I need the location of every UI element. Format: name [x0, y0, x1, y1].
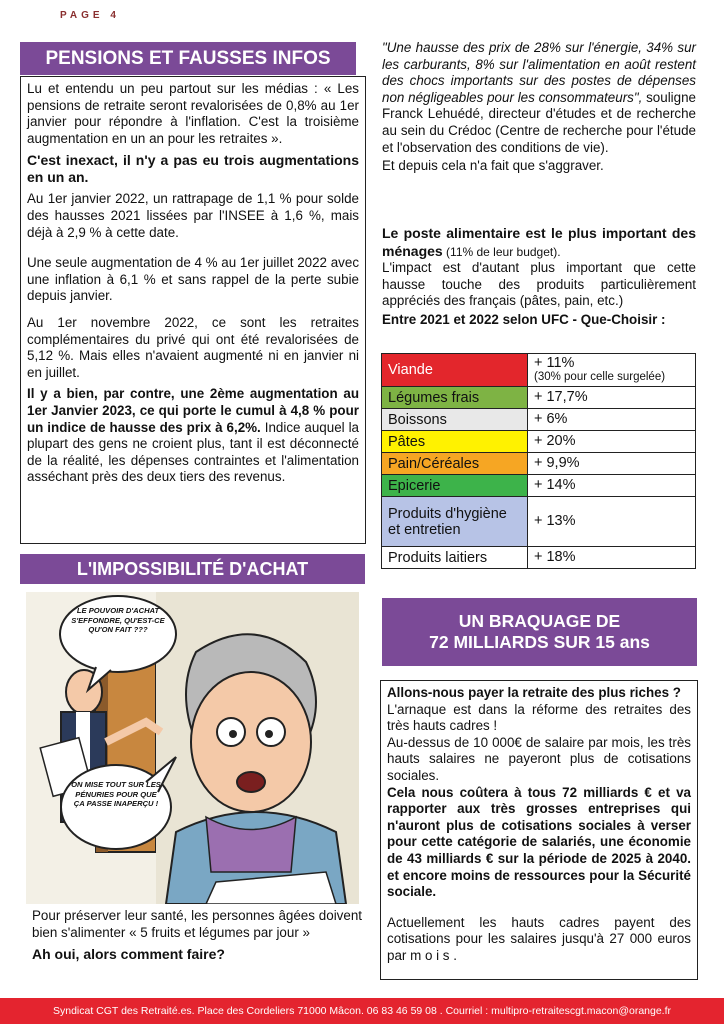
price-increase: [528, 409, 696, 431]
alimentaire-heading: Le poste alimentaire est le plus important des ménages: [382, 225, 696, 259]
pensions-banner: [20, 42, 356, 75]
price-increase: [528, 475, 696, 497]
achat-banner: [20, 554, 365, 584]
price-increase: [528, 387, 696, 409]
alimentaire-source: Entre 2021 et 2022 selon UFC - Que-Choisir :: [382, 311, 666, 327]
speech-bubble-reply: ON MISE TOUT SUR LES PÉNURIES POUR QUE ÇA PASSE INAPERÇU !: [71, 780, 161, 808]
price-row: [382, 475, 696, 497]
price-category: Epicerie: [382, 475, 528, 497]
achat-caption: [32, 908, 362, 968]
pensions-p6-rest: Indice auquel la plupart des gens ne croient plus, tant il est déconnecté de la réalité, les dépenses contraintes et l'alimentation asséchant près des deux tiers des revenus.: [27, 419, 359, 485]
price-row: [382, 453, 696, 475]
price-increase: [528, 497, 696, 547]
braquage-p1: L'arnaque est dans la réforme des retraites des très hauts cadres !: [387, 701, 691, 734]
price-increase-value: + 13%: [534, 513, 576, 529]
braquage-p2: Au-dessus de 10 000€ de salaire par mois, les très hauts salaires ne payeront plus de cotisations sociales.: [387, 734, 691, 783]
pensions-p5: Au 1er novembre 2022, ce sont les retraites complémentaires du privé qui ont été revalorisées de 5,12 %. Mais elles n'avaient augmenté ni en janvier ni en juillet.: [27, 314, 359, 380]
cartoon-drawing: [26, 592, 359, 904]
speech-bubble-minister: LE POUVOIR D'ACHAT S'EFFONDRE, QU'EST-CE QU'ON FAIT ???: [71, 606, 165, 634]
quote-rest: souligne Franck Lehuédé, directeur d'études et de recherche au sein du Crédoc (Centre de recherche pour l'étude et l'observation des conditions de vie).: [382, 89, 696, 155]
braquage-p3: Cela nous coûtera à tous 72 milliards € et va rapporter aux très grosses entreprises qui n'auront plus de cotisations sociales à verser pour cette catégorie de salariés, une économie de 43 milliards € sur la période de 2025 à 2040. et encore moins de ressources pour la Sécurité sociale.: [387, 784, 691, 900]
price-increase-value: + 6%: [534, 411, 568, 427]
pensions-p2: C'est inexact, il n'y a pas eu trois augmentations en un an.: [27, 152, 359, 186]
alimentaire-heading-line: [382, 225, 696, 260]
pensions-title: PENSIONS ET FAUSSES INFOS: [45, 48, 331, 69]
braquage-p4: Actuellement les hauts cadres payent des cotisations pour les salaires jusqu'à 27 000 euros par m o i s .: [387, 914, 691, 963]
price-increase: [528, 354, 696, 387]
footer-contact: Syndicat CGT des Retraité.es. Place des Cordeliers 71000 Mâcon. 06 83 46 59 08 . Courriel : multipro-retraitescgt.macon@orange.fr: [0, 998, 724, 1024]
price-increase-value: + 17,7%: [534, 389, 588, 405]
page-number: PAGE 4: [60, 10, 120, 21]
price-table: [381, 353, 696, 569]
price-increase-value: + 18%: [534, 549, 576, 565]
price-category: Pâtes: [382, 431, 528, 453]
quote-paragraph: [382, 40, 696, 156]
price-increase-note: (30% pour celle surgelée): [534, 371, 666, 383]
price-category: Produits d'hygiène et entretien: [382, 497, 528, 547]
price-increase-value: + 9,9%: [534, 455, 580, 471]
braquage-title-line1: UN BRAQUAGE DE: [458, 611, 621, 631]
price-category: Viande: [382, 354, 528, 387]
quote-block: [382, 40, 696, 180]
price-increase: [528, 431, 696, 453]
price-row: [382, 547, 696, 569]
price-row: [382, 354, 696, 387]
pensions-p4: Une seule augmentation de 4 % au 1er juillet 2022 avec une inflation à 6,1 % et sans rappel de la perte subie depuis janvier.: [27, 255, 360, 304]
braquage-banner: [382, 598, 697, 666]
alimentaire-body: L'impact est d'autant plus important que cette hausse touche des produits particulièrement appréciés des français (pâtes, pain, etc.): [382, 260, 696, 309]
price-category: Produits laitiers: [382, 547, 528, 569]
price-increase: [528, 453, 696, 475]
price-category: Boissons: [382, 409, 528, 431]
achat-caption-text: Pour préserver leur santé, les personnes âgées doivent bien s'alimenter « 5 fruits et légumes par jour »: [32, 908, 362, 940]
price-row: [382, 497, 696, 547]
price-row: [382, 431, 696, 453]
pensions-box: [20, 76, 366, 544]
price-increase-value: + 11%: [534, 355, 575, 371]
pensions-p3: Au 1er janvier 2022, un rattrapage de 1,1 % pour solde des hausses 2021 lissées par l'INSEE à 1,6 %, mais déjà à 2,9 % à cette date.: [27, 191, 359, 240]
price-category: Pain/Céréales: [382, 453, 528, 475]
braquage-title-line2: 72 MILLIARDS SUR 15 ans: [429, 632, 650, 652]
achat-question: Ah oui, alors comment faire?: [32, 946, 225, 963]
braquage-box: [380, 680, 698, 980]
price-increase: [528, 547, 696, 569]
pensions-p6-bold: Il y a bien, par contre, une 2ème augmentation au 1er Janvier 2023, ce qui porte le cumul à 4,8 % pour un indice de hausse des prix à 6,2%.: [27, 386, 359, 435]
cartoon-illustration: [26, 592, 359, 904]
alimentaire-note: (11% de leur budget).: [442, 244, 561, 259]
quote-italic: "Une hausse des prix de 28% sur l'énergie, 34% sur les carburants, 8% sur l'alimentation en août restent des chocs importants sur des postes de dépenses non négligeables pour les consommateurs",: [382, 40, 696, 105]
pensions-p1: Lu et entendu un peu partout sur les médias : « Les pensions de retraite seront revalorisées de 0,8% au 1er janvier pour répondre à l'inflation. C'est la troisième augmentation en un an pour les retraites ».: [27, 81, 359, 146]
braquage-question: Allons-nous payer la retraite des plus riches ?: [387, 685, 681, 700]
pensions-p6: [27, 386, 359, 486]
price-increase-value: + 14%: [534, 477, 576, 493]
price-increase-value: + 20%: [534, 433, 576, 449]
achat-title: L'IMPOSSIBILITÉ D'ACHAT: [76, 559, 309, 579]
price-row: [382, 409, 696, 431]
quote-after: Et depuis cela n'a fait que s'aggraver.: [382, 158, 604, 174]
price-row: [382, 387, 696, 409]
price-category: Légumes frais: [382, 387, 528, 409]
alimentaire-block: [382, 225, 696, 329]
